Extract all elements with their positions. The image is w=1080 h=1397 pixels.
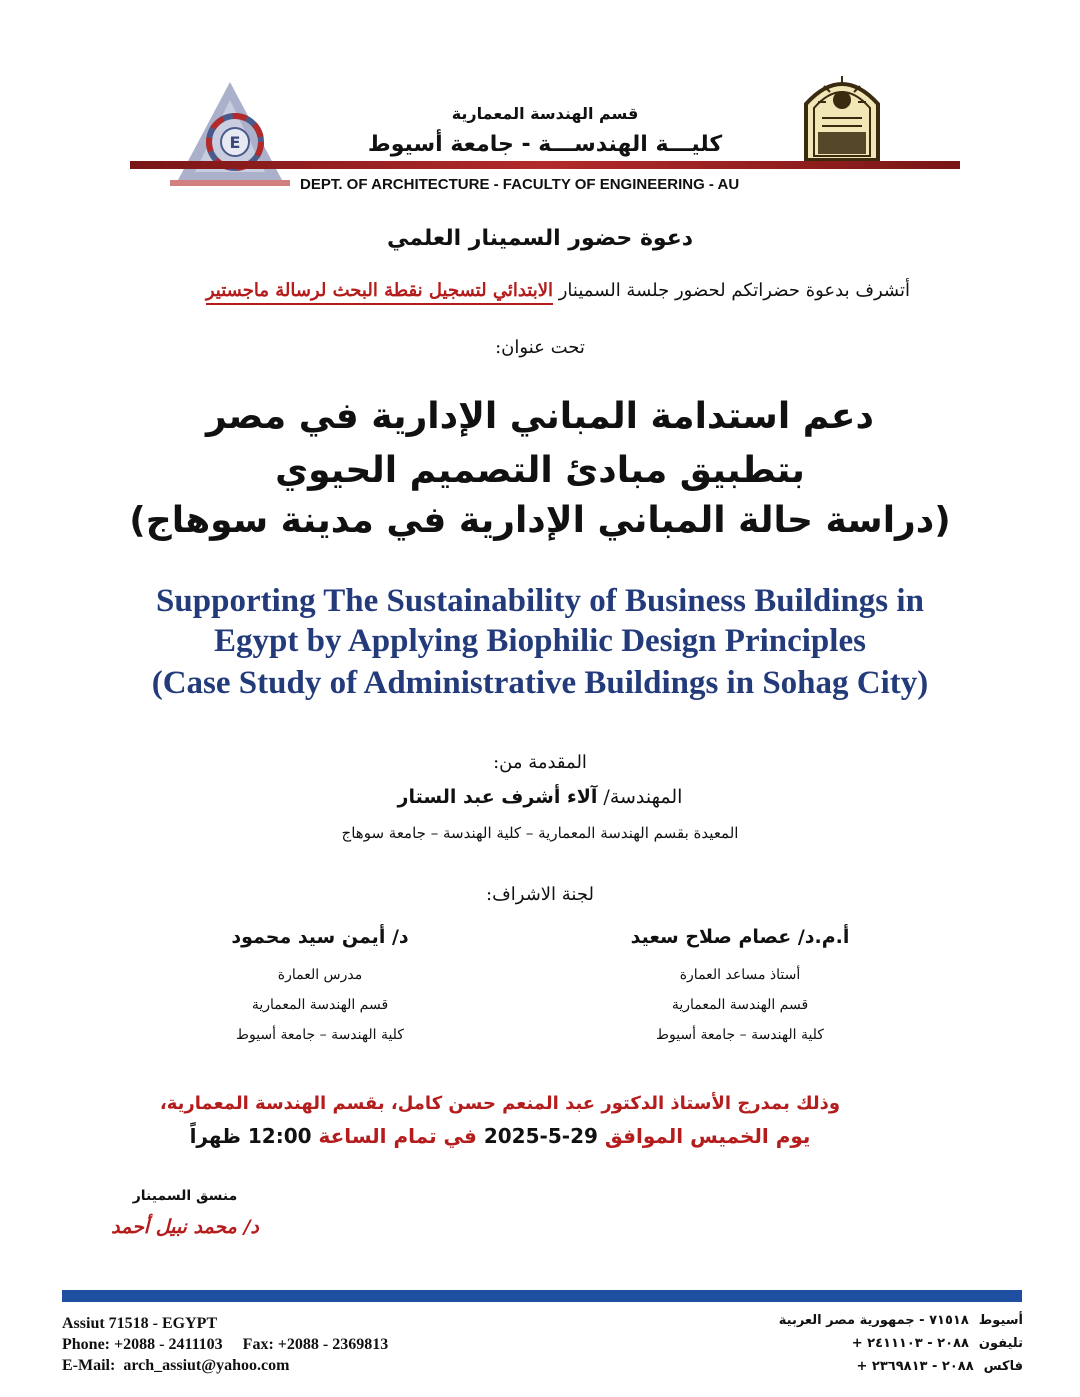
footer-email: E-Mail: arch_assiut@yahoo.com: [62, 1357, 290, 1374]
thesis-title-arabic-line2: بتطبيق مبادئ التصميم الحيوي: [275, 450, 805, 491]
footer-address-arabic: [690, 1313, 1023, 1328]
event-at: في تمام الساعة: [318, 1124, 477, 1148]
department-name-english: DEPT. OF ARCHITECTURE - FACULTY OF ENGINEERING - AU: [300, 176, 740, 193]
invitation-title: دعوة حضور السمينار العلمي: [386, 226, 694, 251]
event-date: 29-5-2025: [483, 1124, 598, 1148]
presenter: [0, 786, 1080, 808]
presenter-label: المقدمة من:: [493, 752, 587, 773]
under-title-label: تحت عنوان:: [495, 337, 585, 358]
footer-fax-label: فاكس: [983, 1359, 1023, 1374]
footer-divider-bar: [62, 1290, 1022, 1302]
faculty-name-arabic: كليـــة الهندســـة - جامعة أسيوط: [367, 132, 723, 157]
supervisor-2: [140, 926, 500, 1050]
coordinator-name: د/ محمد نبيل أحمد: [111, 1216, 259, 1238]
footer-address-value: ٧١٥١٨ - جمهورية مصر العربية: [778, 1313, 969, 1328]
assiut-university-seal: [800, 70, 884, 162]
supervisor-2-department: قسم الهندسة المعمارية: [251, 997, 389, 1013]
supervisor-2-faculty: كلية الهندسة – جامعة أسيوط: [236, 1027, 404, 1043]
committee-label: لجنة الاشراف:: [486, 884, 594, 905]
footer-phone-fax-english: Phone: +2088 - 2411103 Fax: +2088 - 2369813: [62, 1336, 389, 1353]
supervisor-1-name: أ.م.د/ عصام صلاح سعيد: [630, 926, 850, 948]
footer-phone-value: ٢٠٨٨ - ٢٤١١١٠٣ +: [851, 1336, 969, 1351]
header-divider-bar: [130, 161, 960, 169]
footer-address-label: أسيوط: [978, 1313, 1023, 1328]
thesis-title-english-line3: (Case Study of Administrative Buildings in Sohag City): [151, 665, 929, 701]
presenter-title: المهندسة/: [603, 786, 683, 808]
footer-address-english: Assiut 71518 - EGYPT: [62, 1315, 218, 1332]
thesis-title-english-line1: Supporting The Sustainability of Business Buildings in: [156, 583, 924, 619]
footer-fax-value: ٢٠٨٨ - ٢٣٦٩٨١٣ +: [856, 1359, 974, 1374]
intro-plain-text: أتشرف بدعوة حضراتكم لحضور جلسة السمينار: [558, 280, 910, 301]
supervisor-1: [560, 926, 920, 1050]
faculty-engineering-logo: [170, 80, 290, 190]
invitation-intro: [150, 280, 910, 301]
supervisor-2-name: د/ أيمن سيد محمود: [231, 926, 409, 948]
event-time: 12:00 ظهراً: [189, 1124, 312, 1148]
department-name-arabic: قسم الهندسة المعمارية: [451, 104, 639, 123]
event-datetime: [100, 1124, 900, 1148]
footer-phone-label: تليفون: [978, 1336, 1023, 1351]
supervisor-1-faculty: كلية الهندسة – جامعة أسيوط: [656, 1027, 824, 1043]
supervisor-1-position: أستاذ مساعد العمارة: [679, 967, 801, 983]
event-day: يوم الخميس الموافق: [604, 1124, 811, 1148]
svg-text:E: E: [229, 133, 241, 152]
presenter-affiliation: المعيدة بقسم الهندسة المعمارية – كلية الهندسة – جامعة سوهاج: [341, 824, 739, 842]
event-venue: وذلك بمدرج الأستاذ الدكتور عبد المنعم حسن كامل، بقسم الهندسة المعمارية،: [159, 1093, 841, 1114]
thesis-title-english-line2: Egypt by Applying Biophilic Design Principles: [214, 623, 866, 659]
intro-highlight-text: الابتدائي لتسجيل نقطة البحث لرسالة ماجستير: [206, 280, 553, 305]
thesis-title-arabic-line1: دعم استدامة المباني الإدارية في مصر: [206, 396, 874, 437]
thesis-title-arabic-line3: (دراسة حالة المباني الإدارية في مدينة سوهاج): [129, 500, 951, 541]
coordinator-label: منسق السمينار: [132, 1188, 238, 1204]
footer-fax-arabic: [690, 1359, 1023, 1374]
presenter-name: آلاء أشرف عبد الستار: [397, 786, 598, 808]
supervisor-2-position: مدرس العمارة: [277, 967, 363, 983]
supervisor-1-department: قسم الهندسة المعمارية: [671, 997, 809, 1013]
footer-phone-arabic: [690, 1336, 1023, 1351]
